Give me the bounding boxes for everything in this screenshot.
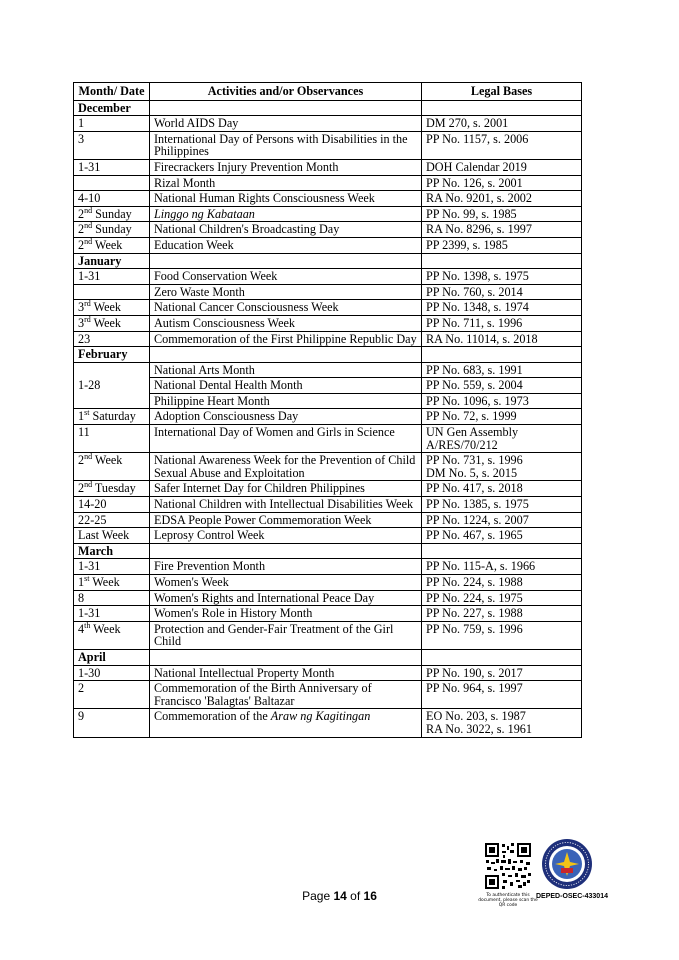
table-header-row — [74, 83, 582, 101]
table-row: 3rd Week National Cancer Consciousness Week PP No. 1348, s. 1974 — [74, 300, 582, 316]
document-code: DEPED-OSEC-433014 — [536, 893, 608, 900]
section-row — [74, 543, 582, 559]
header-month: Month/ Date — [74, 83, 150, 101]
table-row: 2 Commemoration of the Birth Anniversary of Francisco 'Balagtas' Baltazar PP No. 964, s. 1997 — [74, 681, 582, 709]
table-row: Zero Waste Month PP No. 760, s. 2014 — [74, 284, 582, 300]
header-legal: Legal Bases — [422, 83, 582, 101]
table-row: 2nd Week Education Week PP 2399, s. 1985 — [74, 237, 582, 253]
deped-seal-icon — [541, 838, 593, 890]
section-row — [74, 253, 582, 269]
table-row: 1-31 Fire Prevention Month PP No. 115-A, s. 1966 — [74, 559, 582, 575]
section-december: December — [74, 100, 150, 116]
table-row: 1st Week Women's Week PP No. 224, s. 1988 — [74, 575, 582, 591]
table-row: 1-28 National Arts Month PP No. 683, s. 1991 — [74, 362, 582, 378]
table-row: 3 International Day of Persons with Disabilities in the Philippines PP No. 1157, s. 2006 — [74, 131, 582, 159]
qr-code-icon — [484, 842, 532, 890]
header-activities: Activities and/or Observances — [150, 83, 422, 101]
section-row — [74, 649, 582, 665]
table-row: 2nd Week National Awareness Week for the Prevention of Child Sexual Abuse and Exploitation PP No. 731, s. 1996 DM No. 5, s. 2015 — [74, 453, 582, 481]
table-row: 4-10 National Human Rights Consciousness Week RA No. 9201, s. 2002 — [74, 191, 582, 207]
section-january: January — [74, 253, 150, 269]
table-row: 4th Week Protection and Gender-Fair Treatment of the Girl Child PP No. 759, s. 1996 — [74, 621, 582, 649]
table-row: 8 Women's Rights and International Peace Day PP No. 224, s. 1975 — [74, 590, 582, 606]
table-row: Rizal Month PP No. 126, s. 2001 — [74, 175, 582, 191]
section-row — [74, 100, 582, 116]
table-row: 1-31 Firecrackers Injury Prevention Month DOH Calendar 2019 — [74, 159, 582, 175]
table-row: Last Week Leprosy Control Week PP No. 467, s. 1965 — [74, 528, 582, 544]
section-march: March — [74, 543, 150, 559]
table-row: 1st Saturday Adoption Consciousness Day PP No. 72, s. 1999 — [74, 409, 582, 425]
page-number: Page 14 of 16 — [302, 889, 377, 903]
table-row: 2nd Sunday Linggo ng Kabataan PP No. 99, s. 1985 — [74, 206, 582, 222]
table-row: 2nd Sunday National Children's Broadcasting Day RA No. 8296, s. 1997 — [74, 222, 582, 238]
table-row: 2nd Tuesday Safer Internet Day for Children Philippines PP No. 417, s. 2018 — [74, 481, 582, 497]
section-february: February — [74, 347, 150, 363]
table-row: 23 Commemoration of the First Philippine Republic Day RA No. 11014, s. 2018 — [74, 331, 582, 347]
observances-table — [73, 82, 582, 738]
table-row: 1-31 Food Conservation Week PP No. 1398, s. 1975 — [74, 269, 582, 285]
table-row: Philippine Heart Month PP No. 1096, s. 1973 — [74, 393, 582, 409]
section-row — [74, 347, 582, 363]
table-row: 1-31 Women's Role in History Month PP No. 227, s. 1988 — [74, 606, 582, 622]
table-row: National Dental Health Month PP No. 559, s. 2004 — [74, 378, 582, 394]
table-row: 3rd Week Autism Consciousness Week PP No. 711, s. 1996 — [74, 315, 582, 331]
table-row: 1-30 National Intellectual Property Month PP No. 190, s. 2017 — [74, 665, 582, 681]
table-row: 1 World AIDS Day DM 270, s. 2001 — [74, 116, 582, 132]
table-row: 9 Commemoration of the Araw ng Kagitingan EO No. 203, s. 1987 RA No. 3022, s. 1961 — [74, 709, 582, 737]
section-april: April — [74, 649, 150, 665]
table-row: 14-20 National Children with Intellectual Disabilities Week PP No. 1385, s. 1975 — [74, 497, 582, 513]
table-row: 22-25 EDSA People Power Commemoration Week PP No. 1224, s. 2007 — [74, 512, 582, 528]
table-row: 11 International Day of Women and Girls in Science UN Gen Assembly A/RES/70/212 — [74, 425, 582, 453]
qr-caption: To authenticate this document, please scan the QR code — [478, 893, 538, 908]
